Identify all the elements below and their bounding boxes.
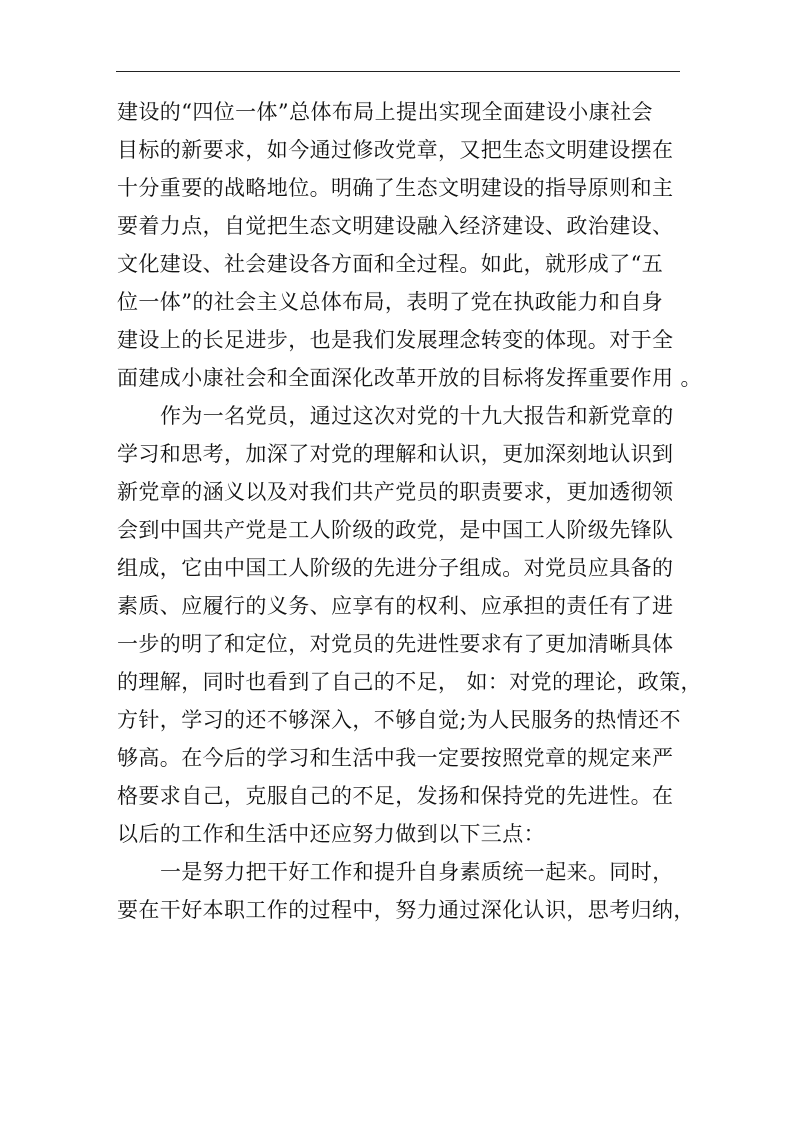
header-rule: [116, 71, 680, 72]
text-line: 以后的工作和生活中还应努力做到以下三点：: [117, 822, 545, 846]
text-line: 建设上的长足进步，也是我们发展理念转变的体现。对于全: [117, 328, 674, 352]
text-line: 会到中国共产党是工人阶级的政党，是中国工人阶级先锋队: [117, 518, 674, 542]
text-line: 十分重要的战略地位。明确了生态文明建设的指导原则和主: [117, 176, 674, 200]
text-line: 的理解，同时也看到了自己的不足， 如：对党的理论，政策，: [117, 670, 702, 694]
body-text: [117, 93, 702, 929]
text-line: 文化建设、社会建设各方面和全过程。如此，就形成了“五: [117, 252, 664, 276]
text-line: 方针，学习的还不够深入，不够自觉;为人民服务的热情还不: [117, 708, 681, 732]
text-line: 面建成小康社会和全面深化改革开放的目标将发挥重要作用 。: [117, 366, 702, 390]
text-line: 一步的明了和定位，对党员的先进性要求有了更加清晰具体: [117, 632, 674, 656]
text-line: 要着力点，自觉把生态文明建设融入经济建设、政治建设、: [117, 214, 674, 238]
text-line: 要在干好本职工作的过程中，努力通过深化认识，思考归纳，: [117, 898, 695, 922]
text-line: 够高。在今后的学习和生活中我一定要按照党章的规定来严: [117, 746, 674, 770]
paragraph-start-line: 一是努力把干好工作和提升自身素质统一起来。同时，: [160, 860, 674, 884]
text-line: 位一体”的社会主义总体布局，表明了党在执政能力和自身: [117, 290, 664, 314]
text-line: 格要求自己，克服自己的不足，发扬和保持党的先进性。在: [117, 784, 674, 808]
text-line: 新党章的涵义以及对我们共产党员的职责要求，更加透彻领: [117, 480, 674, 504]
text-line: 学习和思考，加深了对党的理解和认识，更加深刻地认识到: [117, 442, 674, 466]
text-line: 建设的“四位一体”总体布局上提出实现全面建设小康社会: [117, 100, 653, 124]
text-line: 目标的新要求，如今通过修改党章，又把生态文明建设摆在: [117, 138, 674, 162]
text-line: 组成，它由中国工人阶级的先进分子组成。对党员应具备的: [117, 556, 674, 580]
paragraph-start-line: 作为一名党员，通过这次对党的十九大报告和新党章的: [160, 404, 674, 428]
text-line: 素质、应履行的义务、应享有的权利、应承担的责任有了进: [117, 594, 674, 618]
